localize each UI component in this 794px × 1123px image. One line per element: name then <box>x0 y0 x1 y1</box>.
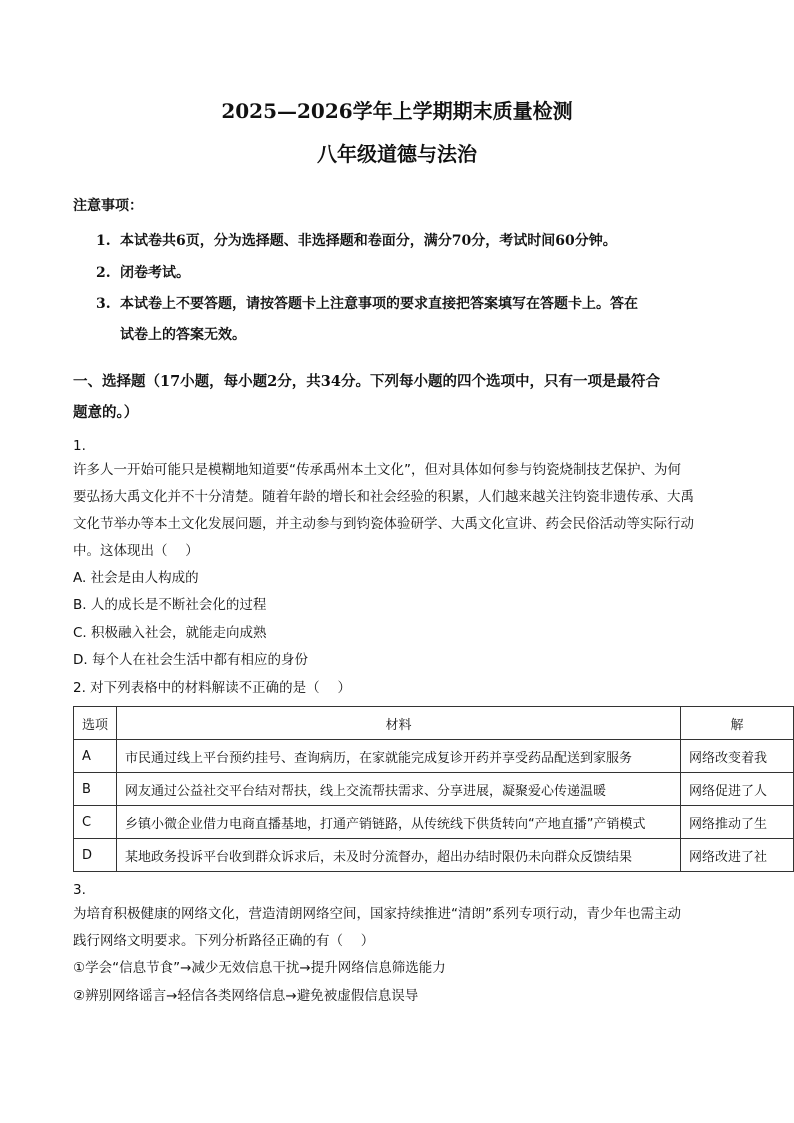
question-1-stem-line: 中。这体现出（ ） <box>73 543 199 559</box>
section-heading-line-1: 一、选择题（17小题，每小题2分，共34分。下列每小题的四个选项中，只有一项是最符合 <box>73 373 660 390</box>
notice-item-number: 2. <box>96 265 111 281</box>
table-cell-option: A <box>74 740 117 773</box>
table-cell-option: D <box>74 839 117 872</box>
question-2-stem: 2. 对下列表格中的材料解读不正确的是（ ） <box>73 680 351 696</box>
table-cell-explanation: 网络推动了生 <box>680 806 793 839</box>
table-header-option: 选项 <box>74 707 117 740</box>
section-heading-line-2: 题意的。） <box>73 404 139 421</box>
table-cell-material: 某地政务投诉平台收到群众诉求后，未及时分流督办，超出办结时限仍未向群众反馈结果 <box>117 839 681 872</box>
question-1-stem-line: 许多人一开始可能只是模糊地知道要“传承禹州本土文化”，但对具体如何参与钧瓷烧制技艺保护、为何 <box>73 462 681 478</box>
question-1-option-d: D. 每个人在社会生活中都有相应的身份 <box>73 652 308 668</box>
table-row <box>74 806 794 839</box>
exam-title: 2025—2026学年上学期期末质量检测 <box>221 99 573 123</box>
question-1-option-a: A. 社会是由人构成的 <box>73 570 199 586</box>
exam-subject: 八年级道德与法治 <box>317 142 477 166</box>
notice-item-3-continued: 试卷上的答案无效。 <box>120 327 246 343</box>
notice-item-text: 闭卷考试。 <box>120 265 190 281</box>
table-header-explanation: 解 <box>680 707 793 740</box>
question-3-stem-line: 为培育积极健康的网络文化，营造清朗网络空间，国家持续推进“清朗”系列专项行动，青少年也需主动 <box>73 906 681 922</box>
notice-item-number: 1. <box>96 233 111 249</box>
table-row <box>74 740 794 773</box>
question-3-stem-line: 践行网络文明要求。下列分析路径正确的有（ ） <box>73 933 375 949</box>
table-header-material: 材料 <box>117 707 681 740</box>
question-3-number: 3. <box>73 882 86 898</box>
question-1-stem-line: 要弘扬大禹文化并不十分清楚。随着年龄的增长和社会经验的积累，人们越来越关注钧瓷非遗传承、大禹 <box>73 489 694 505</box>
table-cell-material: 市民通过线上平台预约挂号、查询病历，在家就能完成复诊开药并享受药品配送到家服务 <box>117 740 681 773</box>
table-cell-explanation: 网络改进了社 <box>680 839 793 872</box>
material-table <box>73 706 794 872</box>
question-3-statement-2: ②辨别网络谣言→轻信各类网络信息→避免被虚假信息误导 <box>73 988 419 1004</box>
table-cell-explanation: 网络改变着我 <box>680 740 793 773</box>
notice-heading: 注意事项： <box>73 198 143 214</box>
notice-item-number: 3. <box>96 296 111 312</box>
table-row <box>74 773 794 806</box>
table-row <box>74 839 794 872</box>
notice-item-text: 本试卷上不要答题，请按答题卡上注意事项的要求直接把答案填写在答题卡上。答在 <box>120 296 638 312</box>
table-header-row <box>74 707 794 740</box>
question-1-option-c: C. 积极融入社会，就能走向成熟 <box>73 625 267 641</box>
question-1-option-b: B. 人的成长是不断社会化的过程 <box>73 597 267 613</box>
table-cell-option: C <box>74 806 117 839</box>
notice-item-text: 本试卷共6页，分为选择题、非选择题和卷面分，满分70分，考试时间60分钟。 <box>120 233 617 249</box>
table-cell-material: 乡镇小微企业借力电商直播基地，打通产销链路，从传统线下供货转向“产地直播”产销模式 <box>117 806 681 839</box>
table-cell-option: B <box>74 773 117 806</box>
table-cell-material: 网友通过公益社交平台结对帮扶，线上交流帮扶需求、分享进展，凝聚爱心传递温暖 <box>117 773 681 806</box>
question-1-number: 1. <box>73 438 86 454</box>
question-3-statement-1: ①学会“信息节食”→减少无效信息干扰→提升网络信息筛选能力 <box>73 960 446 976</box>
table-cell-explanation: 网络促进了人 <box>680 773 793 806</box>
question-1-stem-line: 文化节举办等本土文化发展问题，并主动参与到钧瓷体验研学、大禹文化宣讲、药会民俗活动等实际行动 <box>73 516 694 532</box>
